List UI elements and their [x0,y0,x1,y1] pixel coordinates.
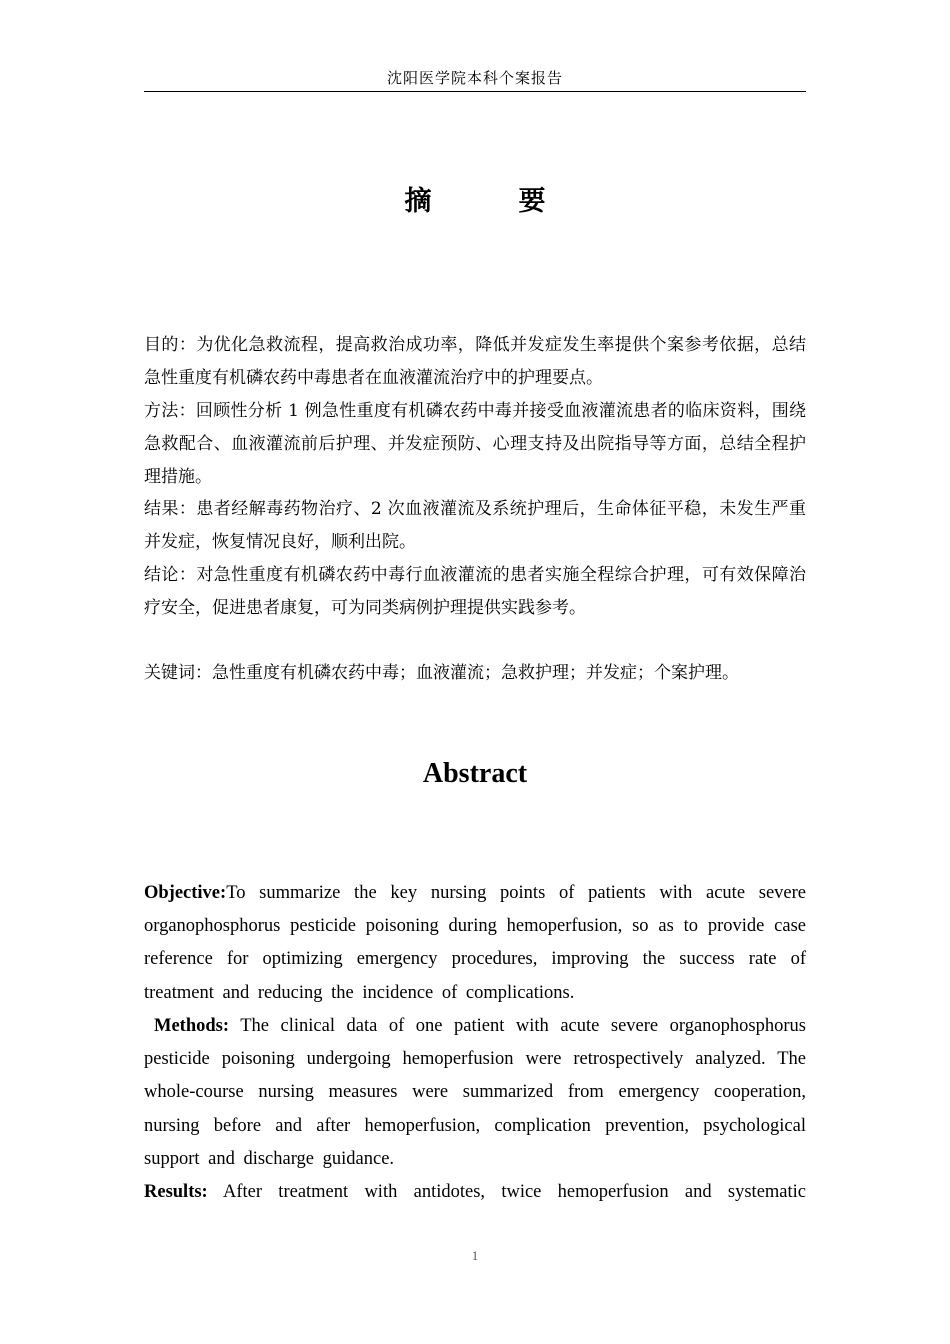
cn-objective-label: 目的： [144,335,197,355]
en-objective-text: To summarize the key nursing points of patients with acute severe organophosphorus pesticide poisoning during hemoperfusion, so as to provide case reference for optimizing emergency procedures, improving the success rate of treatment and reducing the incidence of complications. [144,883,806,1003]
chinese-abstract-title: 摘 要 [404,186,576,217]
english-abstract-title: Abstract [422,758,528,789]
cn-keywords-label: 关键词： [144,663,212,683]
header-rule [144,91,806,92]
cn-objective-paragraph [144,329,806,395]
running-header: 沈阳医学院本科个案报告 [386,69,563,87]
en-methods-paragraph [144,1010,806,1176]
en-results-label: Results: [144,1182,208,1202]
en-methods-text: The clinical data of one patient with acute severe organophosphorus pesticide poisoning undergoing hemoperfusion were retrospectively analyzed. The whole-course nursing measures were summarized from emergency cooperation, nursing before and after hemoperfusion, complication prevention, psychological support and discharge guidance. [144,1016,806,1169]
en-objective-paragraph [144,877,806,1010]
en-objective-label: Objective: [144,883,227,903]
cn-conclusion-text: 对急性重度有机磷农药中毒行血液灌流的患者实施全程综合护理，可有效保障治疗安全，促进患者康复，可为同类病例护理提供实践参考。 [144,565,807,618]
cn-conclusion-paragraph [144,559,806,625]
en-results-text: After treatment with antidotes, twice hemoperfusion and systematic [207,1182,806,1202]
cn-conclusion-label: 结论： [144,565,197,585]
cn-methods-label: 方法： [144,401,196,421]
cn-keywords-paragraph [144,657,806,690]
cn-methods-text: 回顾性分析 1 例急性重度有机磷农药中毒并接受血液灌流患者的临床资料，围绕急救配合、血液灌流前后护理、并发症预防、心理支持及出院指导等方面，总结全程护理措施。 [144,401,807,487]
cn-objective-text: 为优化急救流程，提高救治成功率，降低并发症发生率提供个案参考依据，总结急性重度有机磷农药中毒患者在血液灌流治疗中的护理要点。 [144,335,807,388]
en-methods-label: Methods: [154,1016,230,1036]
cn-methods-paragraph [144,395,806,494]
cn-results-text: 患者经解毒药物治疗、2 次血液灌流及系统护理后，生命体征平稳，未发生严重并发症，恢复情况良好，顺利出院。 [144,499,807,552]
page-number: 1 [471,1248,479,1263]
cn-results-label: 结果： [144,499,197,519]
cn-results-paragraph [144,493,806,559]
cn-keywords-text: 急性重度有机磷农药中毒；血液灌流；急救护理；并发症；个案护理。 [212,663,739,683]
en-results-paragraph [144,1176,806,1209]
